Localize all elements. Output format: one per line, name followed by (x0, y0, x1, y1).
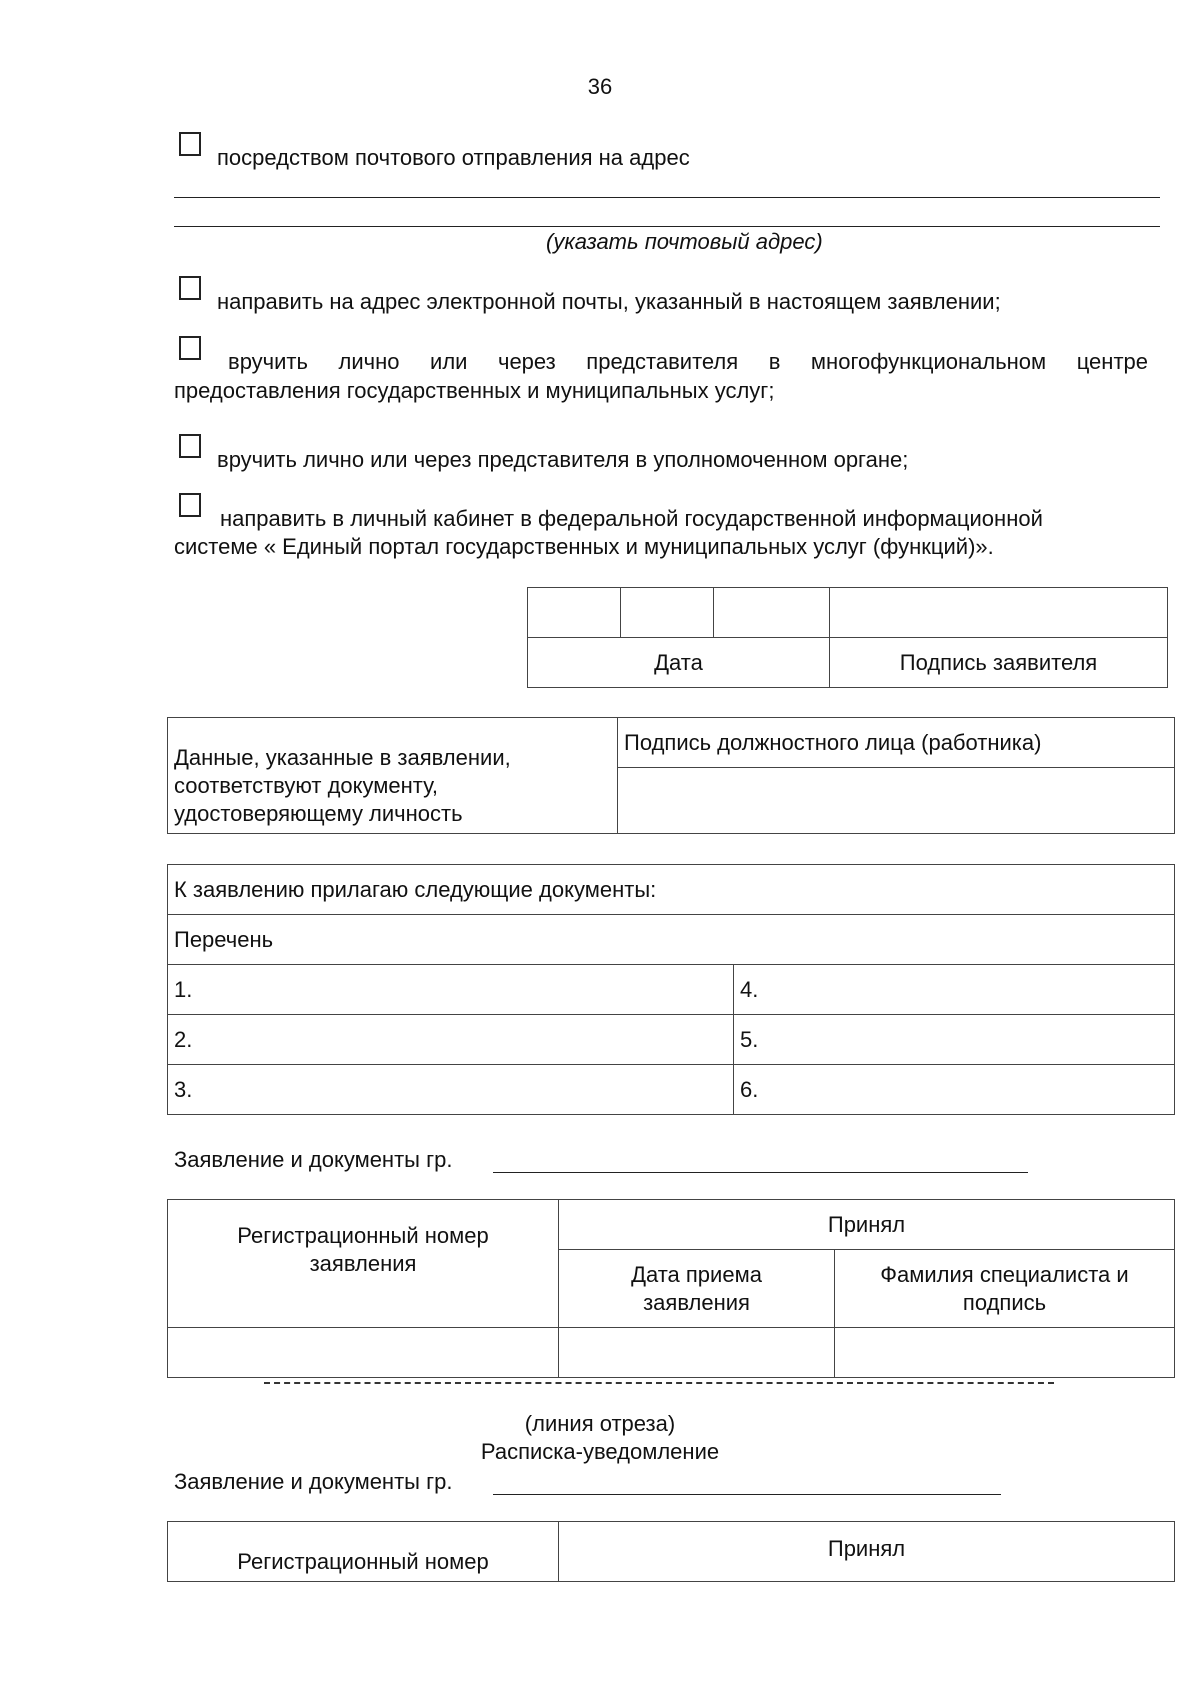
document-item-5[interactable]: 5. (734, 1015, 1175, 1065)
receipt-accepted-header: Принял (559, 1522, 1175, 1582)
verification-table (167, 717, 1175, 834)
specialist-header-line2: подпись (962, 1289, 1047, 1315)
verification-statement-line1: Данные, указанные в заявлении, (174, 744, 511, 770)
postal-address-hint: (указать почтовый адрес) (546, 229, 823, 254)
verification-statement-line3: удостоверяющему личность (174, 800, 463, 826)
page-number: 36 (587, 74, 613, 99)
applicant-signature-cell[interactable] (830, 588, 1168, 638)
document-item-1[interactable]: 1. (168, 965, 734, 1015)
acceptance-date-header-line2: заявления (643, 1289, 750, 1315)
option-mfc-label-line2: предоставления государственных и муниципальных услуг; (174, 378, 775, 403)
option-mfc-label-line1: вручить лично или через представителя в многофункциональном центре (228, 349, 1148, 374)
specialist-header (835, 1250, 1175, 1328)
applicant-signature-label: Подпись заявителя (830, 638, 1168, 688)
attached-documents-table (167, 864, 1175, 1115)
receipt-title: Расписка-уведомление (480, 1439, 720, 1464)
date-month-cell[interactable] (621, 588, 714, 638)
document-item-3[interactable]: 3. (168, 1065, 734, 1115)
option-authority-label: вручить лично или через представителя в уполномоченном органе; (217, 447, 909, 472)
option-portal-label-line2: системе « Единый портал государственных и муниципальных услуг (функций)». (174, 534, 994, 559)
date-day-cell[interactable] (528, 588, 621, 638)
acceptance-date-header-line1: Дата приема (631, 1261, 762, 1287)
documents-from-name-line[interactable] (493, 1172, 1028, 1173)
document-item-4[interactable]: 4. (734, 965, 1175, 1015)
attached-documents-header: К заявлению прилагаю следующие документы: (168, 865, 1175, 915)
documents-from-label: Заявление и документы гр. (174, 1147, 453, 1172)
applicant-signature-table (527, 587, 1168, 688)
receipt-registration-number-header: Регистрационный номер (168, 1522, 559, 1582)
registration-number-header-line2: заявления (309, 1251, 417, 1276)
registration-number-cell[interactable] (168, 1328, 559, 1378)
checkbox-portal[interactable] (179, 493, 201, 517)
receipt-from-name-line[interactable] (493, 1494, 1001, 1495)
postal-address-line-1 (174, 197, 1160, 198)
date-label: Дата (528, 638, 830, 688)
receipt-from-label: Заявление и документы гр. (174, 1469, 453, 1494)
acceptance-date-header (559, 1250, 835, 1328)
official-signature-cell[interactable] (618, 768, 1175, 834)
acceptance-date-cell[interactable] (559, 1328, 835, 1378)
option-portal-label-line1: направить в личный кабинет в федеральной государственной информационной (220, 506, 1043, 531)
registration-number-header (168, 1200, 559, 1328)
option-email-label: направить на адрес электронной почты, указанный в настоящем заявлении; (217, 289, 1001, 314)
registration-table (167, 1199, 1175, 1378)
verification-statement (168, 718, 618, 834)
accepted-header: Принял (559, 1200, 1175, 1250)
checkbox-authority[interactable] (179, 434, 201, 458)
checkbox-email[interactable] (179, 276, 201, 300)
verification-statement-line2: соответствуют документу, (174, 772, 439, 798)
document-item-6[interactable]: 6. (734, 1065, 1175, 1115)
official-signature-header: Подпись должностного лица (работника) (618, 718, 1175, 768)
specialist-header-line1: Фамилия специалиста и (880, 1261, 1129, 1287)
checkbox-mfc[interactable] (179, 336, 201, 360)
registration-number-header-line1: Регистрационный номер (237, 1223, 489, 1248)
cut-line (264, 1382, 1054, 1384)
documents-list-label: Перечень (168, 915, 1175, 965)
option-postal-label: посредством почтового отправления на адрес (217, 145, 690, 170)
document-item-2[interactable]: 2. (168, 1015, 734, 1065)
postal-address-line-2 (174, 226, 1160, 227)
specialist-signature-cell[interactable] (835, 1328, 1175, 1378)
checkbox-postal[interactable] (179, 132, 201, 156)
receipt-table (167, 1521, 1175, 1582)
cut-line-label: (линия отреза) (524, 1411, 676, 1436)
date-year-cell[interactable] (714, 588, 830, 638)
